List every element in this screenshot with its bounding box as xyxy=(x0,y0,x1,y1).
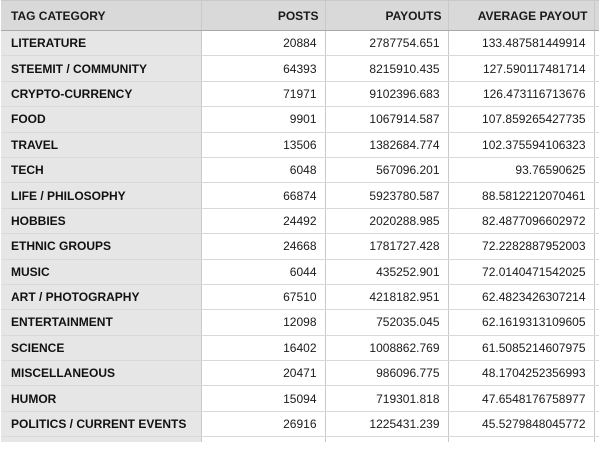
cell-average-payout[interactable]: 45.5279848045772 xyxy=(448,411,594,436)
cell-posts[interactable]: 24492 xyxy=(201,208,325,233)
cell-tag-category[interactable]: MUSIC xyxy=(1,259,201,284)
cell-payouts[interactable]: 435252.901 xyxy=(325,259,448,284)
table-row xyxy=(1,234,599,259)
table-row xyxy=(1,183,599,208)
cell-posts[interactable]: 66874 xyxy=(201,183,325,208)
cell-average-payout[interactable]: 93.76590625 xyxy=(448,157,594,182)
cell-tag-category[interactable]: ENTERTAINMENT xyxy=(1,310,201,335)
table-row xyxy=(1,157,599,182)
header-tag-category[interactable]: TAG CATEGORY xyxy=(1,1,201,31)
table-row xyxy=(1,310,599,335)
cell-empty[interactable] xyxy=(594,259,599,284)
cell-payouts[interactable]: 719301.818 xyxy=(325,386,448,411)
cell-empty[interactable] xyxy=(325,437,448,443)
cell-tag-category[interactable]: TRAVEL xyxy=(1,132,201,157)
cell-payouts[interactable]: 8215910.435 xyxy=(325,56,448,81)
cell-payouts[interactable]: 1225431.239 xyxy=(325,411,448,436)
cell-tag-category[interactable]: HOBBIES xyxy=(1,208,201,233)
cell-posts[interactable]: 9901 xyxy=(201,107,325,132)
cell-average-payout[interactable]: 47.6548176758977 xyxy=(448,386,594,411)
table-body xyxy=(1,31,599,443)
cell-posts[interactable]: 67510 xyxy=(201,284,325,309)
cell-posts[interactable]: 24668 xyxy=(201,234,325,259)
cell-tag-category[interactable]: ETHNIC GROUPS xyxy=(1,234,201,259)
cell-tag-category[interactable]: POLITICS / CURRENT EVENTS xyxy=(1,411,201,436)
cell-empty[interactable] xyxy=(594,310,599,335)
cell-tag-category[interactable]: ART / PHOTOGRAPHY xyxy=(1,284,201,309)
cell-empty[interactable] xyxy=(594,208,599,233)
cell-empty[interactable] xyxy=(594,56,599,81)
cell-posts[interactable]: 20884 xyxy=(201,31,325,56)
cell-empty[interactable] xyxy=(594,132,599,157)
cell-average-payout[interactable]: 102.375594106323 xyxy=(448,132,594,157)
table-row xyxy=(1,386,599,411)
table-row xyxy=(1,411,599,436)
cell-payouts[interactable]: 1781727.428 xyxy=(325,234,448,259)
cell-average-payout[interactable]: 72.0140471542025 xyxy=(448,259,594,284)
cell-average-payout[interactable]: 62.1619313109605 xyxy=(448,310,594,335)
cell-average-payout[interactable]: 107.859265427735 xyxy=(448,107,594,132)
cell-empty[interactable] xyxy=(594,386,599,411)
cell-empty[interactable] xyxy=(201,437,325,443)
cell-empty[interactable] xyxy=(594,284,599,309)
cell-posts[interactable]: 20471 xyxy=(201,361,325,386)
cell-empty[interactable] xyxy=(448,437,594,443)
cell-empty[interactable] xyxy=(594,157,599,182)
cell-payouts[interactable]: 9102396.683 xyxy=(325,81,448,106)
cell-posts[interactable]: 6048 xyxy=(201,157,325,182)
cell-empty[interactable] xyxy=(594,437,599,443)
table-row-partial xyxy=(1,437,599,443)
cell-tag-category[interactable]: STEEMIT / COMMUNITY xyxy=(1,56,201,81)
cell-posts[interactable]: 15094 xyxy=(201,386,325,411)
cell-posts[interactable]: 26916 xyxy=(201,411,325,436)
cell-payouts[interactable]: 567096.201 xyxy=(325,157,448,182)
cell-tag-category[interactable]: FOOD xyxy=(1,107,201,132)
cell-payouts[interactable]: 986096.775 xyxy=(325,361,448,386)
cell-posts[interactable]: 71971 xyxy=(201,81,325,106)
cell-average-payout[interactable]: 61.5085214607975 xyxy=(448,335,594,360)
cell-payouts[interactable]: 1067914.587 xyxy=(325,107,448,132)
cell-tag-category[interactable]: CRYPTO-CURRENCY xyxy=(1,81,201,106)
cell-posts[interactable]: 16402 xyxy=(201,335,325,360)
cell-average-payout[interactable]: 127.590117481714 xyxy=(448,56,594,81)
table-row xyxy=(1,259,599,284)
cell-payouts[interactable]: 1382684.774 xyxy=(325,132,448,157)
cell-tag-category[interactable]: LIFE / PHILOSOPHY xyxy=(1,183,201,208)
cell-average-payout[interactable]: 62.4823426307214 xyxy=(448,284,594,309)
header-average-payout[interactable]: AVERAGE PAYOUT xyxy=(448,1,594,31)
cell-tag-category[interactable]: TECH xyxy=(1,157,201,182)
cell-tag-category[interactable]: MISCELLANEOUS xyxy=(1,361,201,386)
table-row xyxy=(1,361,599,386)
table-row xyxy=(1,284,599,309)
cell-payouts[interactable]: 1008862.769 xyxy=(325,335,448,360)
header-posts[interactable]: POSTS xyxy=(201,1,325,31)
cell-average-payout[interactable]: 88.5812212070461 xyxy=(448,183,594,208)
cell-average-payout[interactable]: 133.487581449914 xyxy=(448,31,594,56)
cell-empty[interactable] xyxy=(594,234,599,259)
table-row xyxy=(1,335,599,360)
tag-category-table xyxy=(1,0,599,442)
cell-average-payout[interactable]: 126.473116713676 xyxy=(448,81,594,106)
cell-posts[interactable]: 6044 xyxy=(201,259,325,284)
cell-posts[interactable]: 12098 xyxy=(201,310,325,335)
table-row xyxy=(1,81,599,106)
cell-empty[interactable] xyxy=(1,437,201,443)
cell-empty[interactable] xyxy=(594,107,599,132)
cell-empty[interactable] xyxy=(594,31,599,56)
cell-posts[interactable]: 64393 xyxy=(201,56,325,81)
cell-posts[interactable]: 13506 xyxy=(201,132,325,157)
cell-average-payout[interactable]: 82.4877096602972 xyxy=(448,208,594,233)
cell-empty[interactable] xyxy=(594,183,599,208)
table-row xyxy=(1,31,599,56)
cell-payouts[interactable]: 2787754.651 xyxy=(325,31,448,56)
cell-empty[interactable] xyxy=(594,361,599,386)
cell-tag-category[interactable]: SCIENCE xyxy=(1,335,201,360)
cell-payouts[interactable]: 2020288.985 xyxy=(325,208,448,233)
table-row xyxy=(1,56,599,81)
header-row xyxy=(1,1,599,31)
cell-empty[interactable] xyxy=(594,411,599,436)
header-payouts[interactable]: PAYOUTS xyxy=(325,1,448,31)
table-row xyxy=(1,132,599,157)
cell-payouts[interactable]: 4218182.951 xyxy=(325,284,448,309)
table-row xyxy=(1,208,599,233)
cell-average-payout[interactable]: 72.2282887952003 xyxy=(448,234,594,259)
cell-payouts[interactable]: 5923780.587 xyxy=(325,183,448,208)
cell-empty[interactable] xyxy=(594,81,599,106)
cell-empty[interactable] xyxy=(594,335,599,360)
cell-tag-category[interactable]: HUMOR xyxy=(1,386,201,411)
cell-payouts[interactable]: 752035.045 xyxy=(325,310,448,335)
header-empty-cell[interactable] xyxy=(594,1,599,31)
cell-average-payout[interactable]: 48.1704252356993 xyxy=(448,361,594,386)
cell-tag-category[interactable]: LITERATURE xyxy=(1,31,201,56)
table-row xyxy=(1,107,599,132)
